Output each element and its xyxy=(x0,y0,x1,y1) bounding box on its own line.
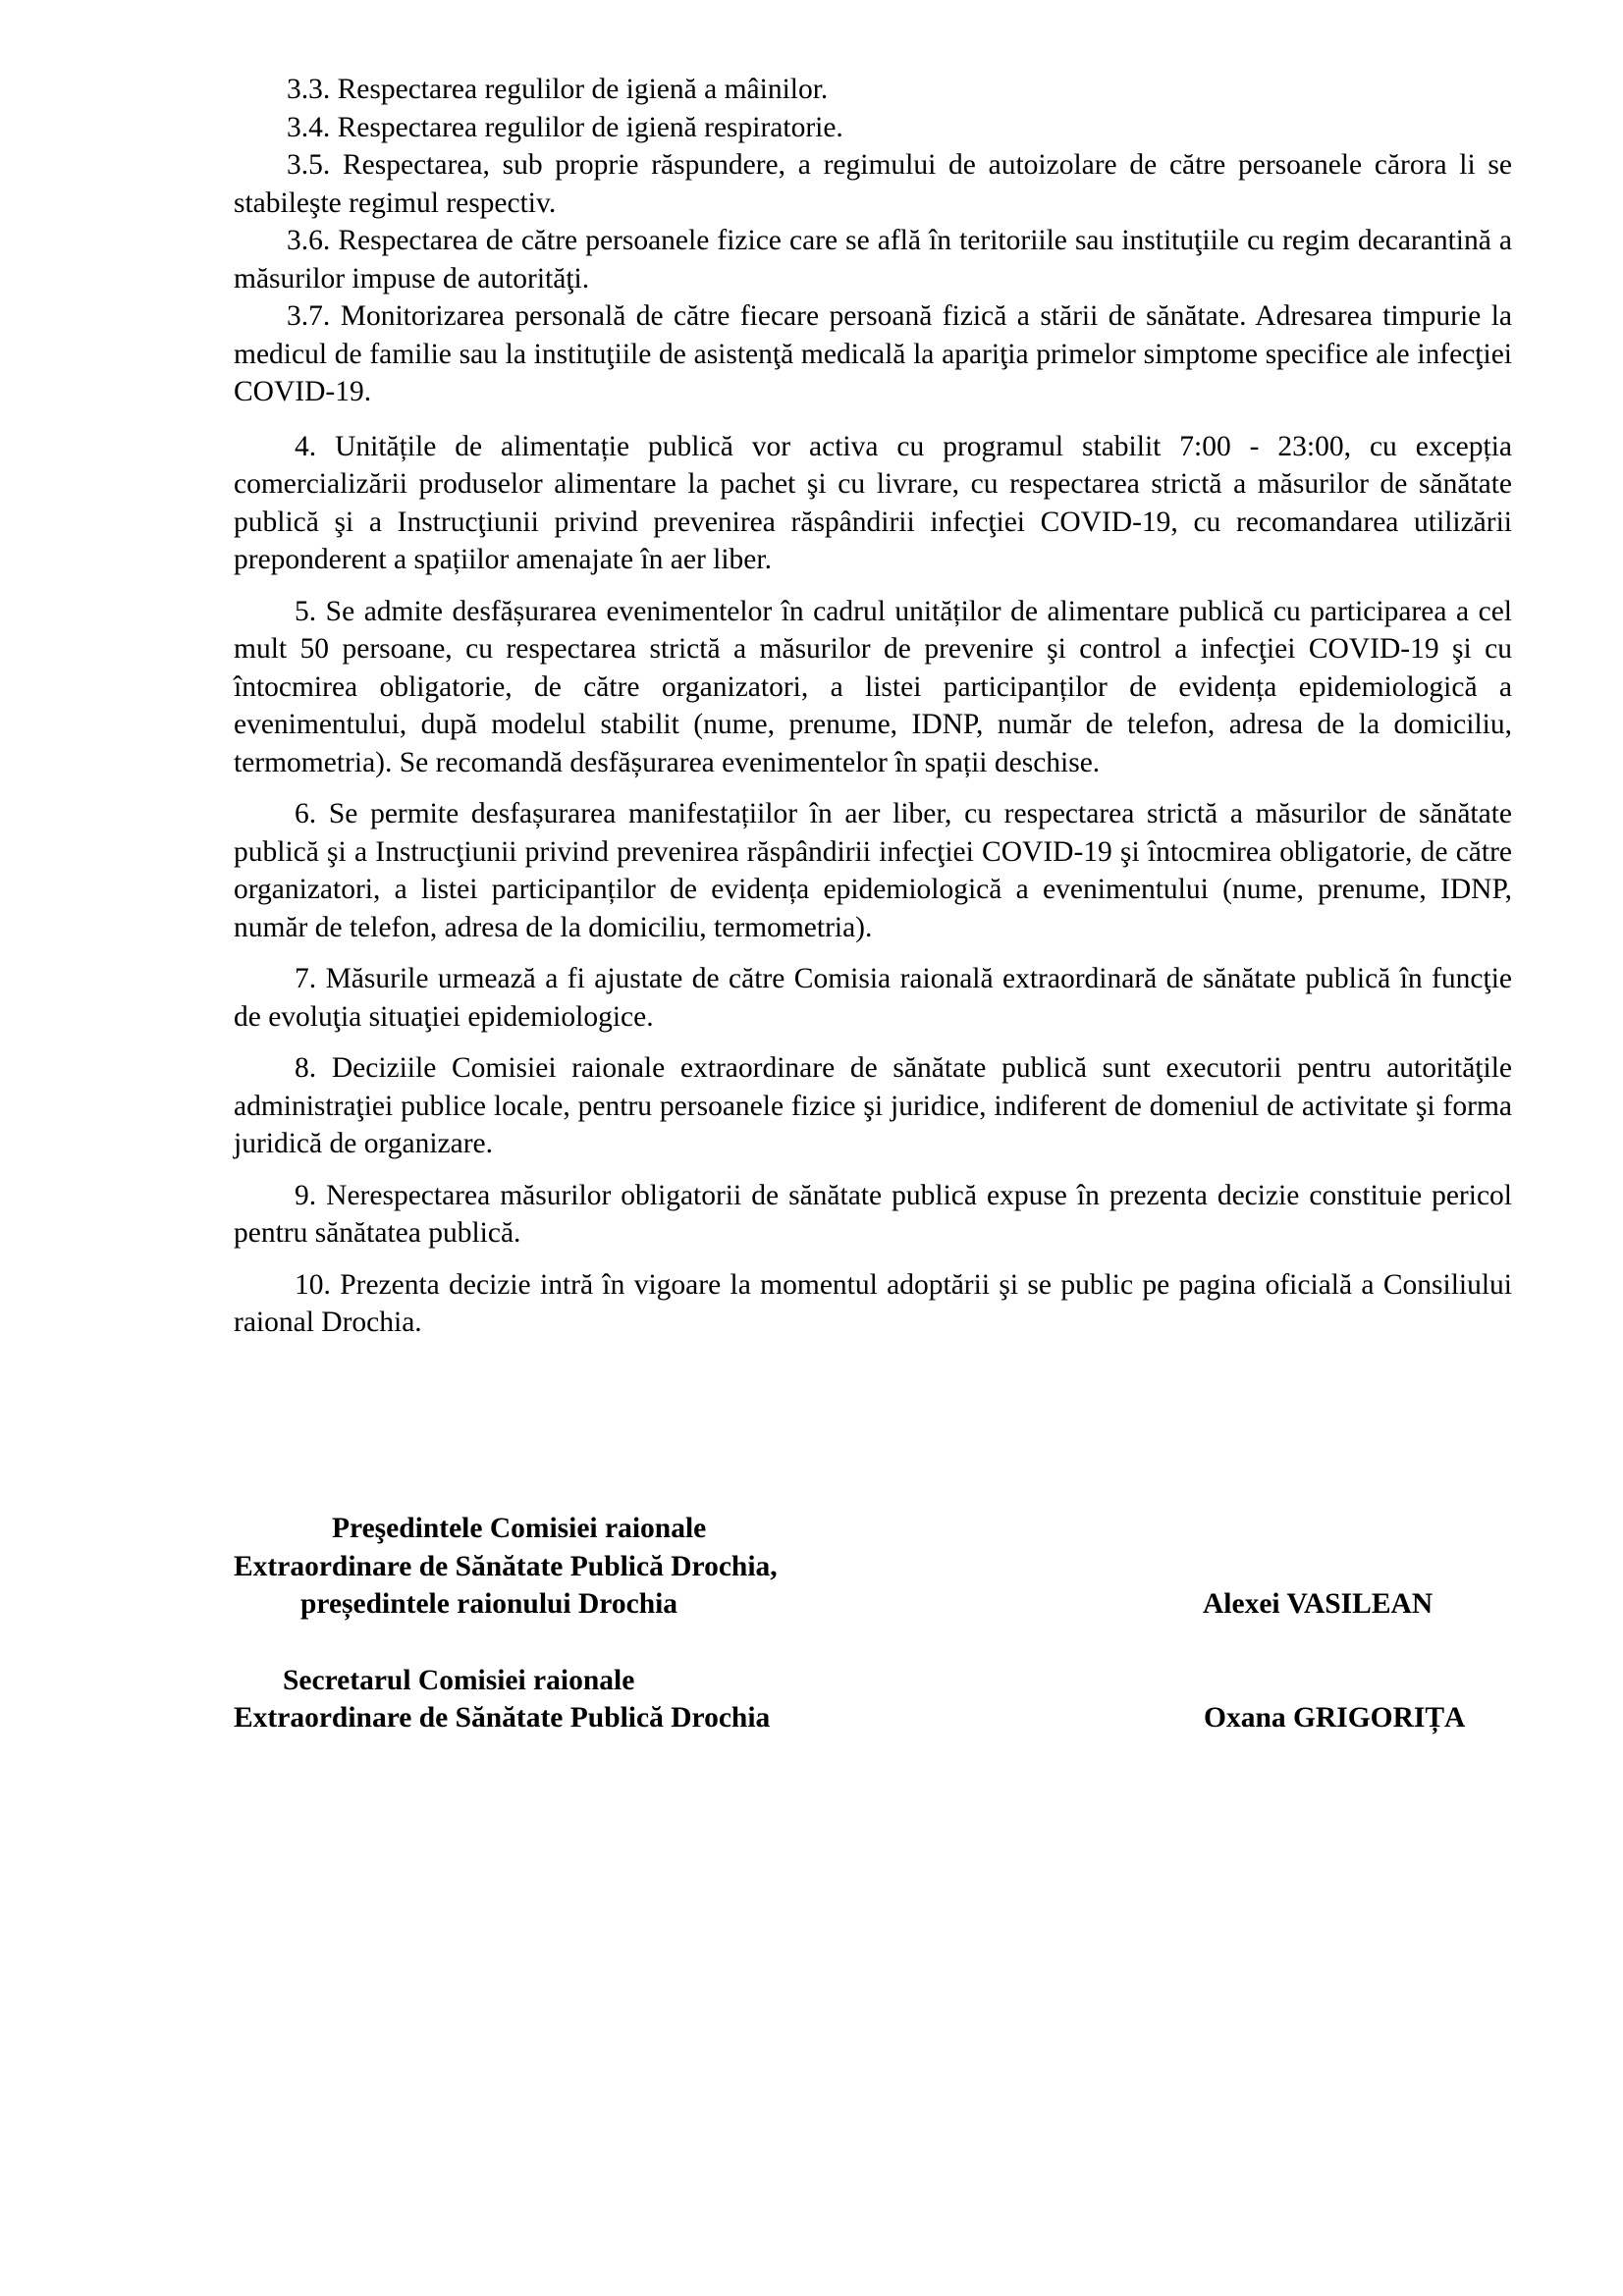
signature-section xyxy=(234,1510,1512,1737)
paragraph-8: 8. Deciziile Comisiei raionale extraordinare de sănătate publică sunt executorii pentru autorităţile administraţiei publice locale, pentru persoanele fizice şi juridice, indiferent de domeniul de activitate şi forma juridică de organizare. xyxy=(234,1052,1512,1159)
secretary-title-line-2: Extraordinare de Sănătate Publică Drochia xyxy=(234,1702,771,1734)
paragraph-7: 7. Măsurile urmează a fi ajustate de către Comisia raională extraordinară de sănătate publică în funcţie de evoluţia situaţiei epidemiologice. xyxy=(234,963,1512,1033)
president-title-line-1: Preşedintele Comisiei raionale xyxy=(332,1513,707,1544)
president-title-line-2: Extraordinare de Sănătate Publică Drochia, xyxy=(234,1550,778,1582)
subitem-3-7: 3.7. Monitorizarea personală de către fiecare persoană fizică a stării de sănătate. Adresarea timpurie la medicul de familie sau la instituţiile de asistenţă medicală la apariţia primelor simptome specifice ale infecţiei COVID-19. xyxy=(234,300,1512,407)
document-body xyxy=(234,71,1512,1342)
subitem-3-4: 3.4. Respectarea regulilor de igienă respiratorie. xyxy=(287,111,843,143)
paragraph-9: 9. Nerespectarea măsurilor obligatorii de sănătate publică expuse în prezenta decizie constituie pericol pentru sănătatea publică. xyxy=(234,1179,1512,1249)
subitem-3-6: 3.6. Respectarea de către persoanele fizice care se află în teritoriile sau instituţiile cu regim decarantină a măsurilor impuse de autorităţi. xyxy=(234,225,1512,294)
president-signature-block xyxy=(234,1510,1512,1624)
paragraph-4: 4. Unitățile de alimentație publică vor activa cu programul stabilit 7:00 - 23:00, cu excepția comercializării produselor alimentare la pachet şi cu livrare, cu respectarea strictă a măsurilor de sănătate publică şi a Instrucţiunii privind prevenirea răspândirii infecţiei COVID-19, cu recomandarea utilizării preponderent a spațiilor amenajate în aer liber. xyxy=(234,430,1512,575)
paragraph-6: 6. Se permite desfașurarea manifestațiilor în aer liber, cu respectarea strictă a măsurilor de sănătate publică şi a Instrucţiunii privind prevenirea răspândirii infecţiei COVID-19 şi întocmirea obligatorie, de către organizatori, a listei participanților de evidența epidemiologică a evenimentului (nume, prenume, IDNP, număr de telefon, adresa de la domiciliu, termometria). xyxy=(234,798,1512,943)
president-name: Alexei VASILEAN xyxy=(1203,1588,1434,1620)
subitem-3-5: 3.5. Respectarea, sub proprie răspundere, a regimului de autoizolare de către persoanele cărora li se stabileşte regimul respectiv. xyxy=(234,149,1512,219)
paragraph-5: 5. Se admite desfășurarea evenimentelor în cadrul unităților de alimentare publică cu participarea a cel mult 50 persoane, cu respectarea strictă a măsurilor de prevenire şi control a infecţiei COVID-19 şi cu întocmirea obligatorie, de către organizatori, a listei participanților de evidența epidemiologică a evenimentului, după modelul stabilit (nume, prenume, IDNP, număr de telefon, adresa de la domiciliu, termometria). Se recomandă desfășurarea evenimentelor în spații deschise. xyxy=(234,595,1512,778)
secretary-signature-block xyxy=(234,1662,1512,1737)
secretary-name: Oxana GRIGORIȚA xyxy=(1204,1701,1466,1734)
president-title-line-3: președintele raionului Drochia xyxy=(300,1588,678,1620)
paragraph-10: 10. Prezenta decizie intră în vigoare la momentul adoptării şi se public pe pagina oficială a Consiliului raional Drochia. xyxy=(234,1268,1512,1338)
subitem-3-3: 3.3. Respectarea regulilor de igienă a mâinilor. xyxy=(287,74,829,105)
secretary-title-line-1: Secretarul Comisiei raionale xyxy=(283,1664,635,1696)
